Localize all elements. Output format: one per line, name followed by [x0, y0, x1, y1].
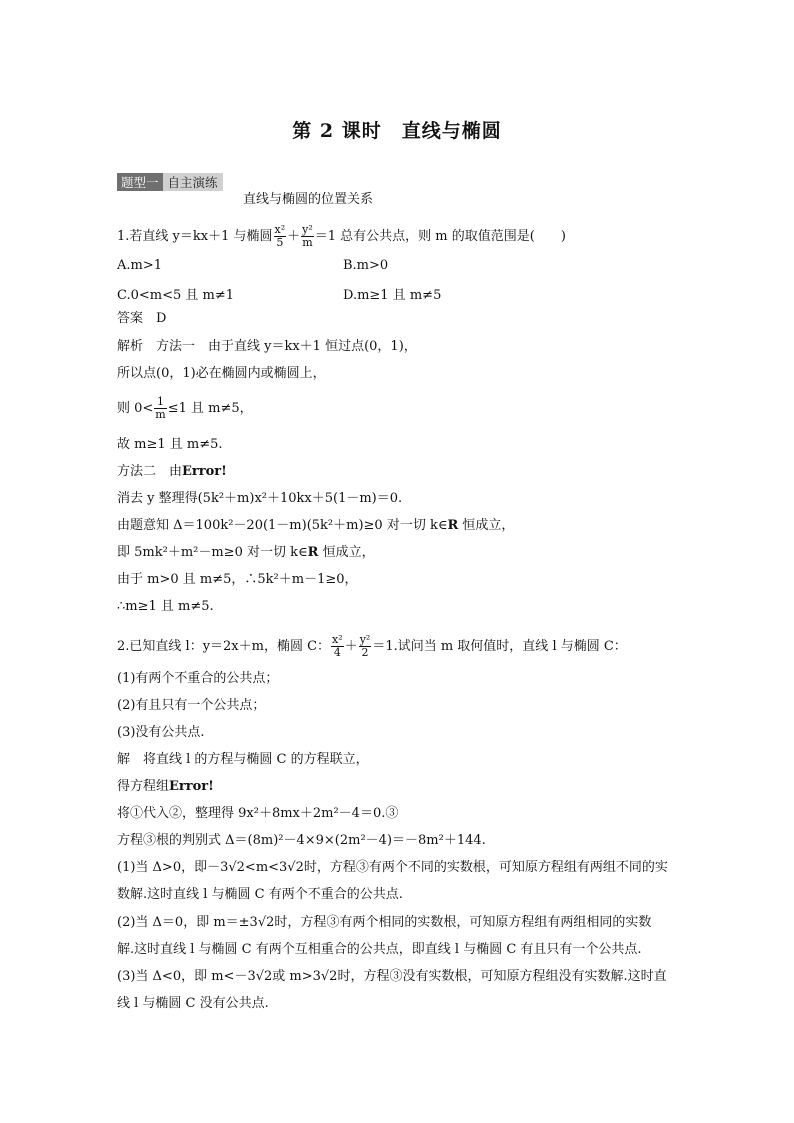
analysis-line: 即 5mk²＋m²－m≥0 对一切 k∈R 恒成立，: [117, 545, 375, 560]
analysis-line: 方法二 由Error!: [117, 464, 227, 479]
fraction: $\frac{1}{m}$: [155, 395, 166, 421]
solution-line: (3)当 Δ<0，即 m<－3√2或 m>3√2时，方程③没有实数根，可知原方程组没有实数解.这时直: [117, 969, 667, 984]
option-a: A.m>1: [117, 258, 163, 273]
solution-line: 方程③根的判别式 Δ＝(8m)²－4×9×(2m²－4)＝－8m²＋144.: [117, 833, 486, 848]
solution-line: 解.这时直线 l 与椭圆 C 有两个互相重合的公共点，即直线 l 与椭圆 C 有且只有一个公共点.: [117, 942, 642, 957]
fraction: $\frac{\text{x²}}{5}$: [274, 223, 286, 249]
question-2-stem: 2.已知直线 l：y＝2x＋m，椭圆 C： $\frac{\text{x²}}{4}$ ＋ $\frac{\text{y²}}{2}$ ＝1.试问当 m 取何值时，直线 l 与椭圆 C：: [117, 633, 627, 659]
solution-line: 得方程组Error!: [117, 779, 214, 794]
page-title: 第 2 课时 直线与椭圆: [292, 120, 502, 142]
analysis-line: 由题意知 Δ＝100k²－20(1－m)(5k²＋m)≥0 对一切 k∈R 恒成立，: [117, 518, 515, 533]
error-text: Error!: [182, 464, 227, 479]
analysis-line: 由于 m>0 且 m≠5，∴5k²＋m－1≥0，: [117, 572, 358, 587]
section-tag-number: 题型一: [117, 173, 163, 191]
analysis-line: 所以点(0，1)必在椭圆内或椭圆上，: [117, 366, 326, 381]
question-2-part: (1)有两个不重合的公共点；: [117, 671, 279, 686]
analysis-line: 则 0< $\frac{1}{m}$ ≤1 且 m≠5，: [117, 395, 253, 421]
solution-line: (2)当 Δ＝0，即 m＝±3√2时，方程③有两个相同的实数根，可知原方程组有两组相同的实数: [117, 915, 652, 930]
fraction: $\frac{\text{x²}}{4}$: [332, 633, 343, 659]
question-2-part: (3)没有公共点.: [117, 725, 205, 740]
analysis-line: 故 m≥1 且 m≠5.: [117, 437, 223, 452]
solution-line: 线 l 与椭圆 C 没有公共点.: [117, 996, 269, 1011]
section-tag-label: 自主演练: [163, 173, 223, 191]
analysis-line: 解析 方法一 由于直线 y＝kx＋1 恒过点(0，1)，: [117, 339, 417, 354]
option-d: D.m≥1 且 m≠5: [343, 288, 442, 303]
analysis-line: 消去 y 整理得(5k²＋m)x²＋10kx＋5(1－m)＝0.: [117, 491, 403, 506]
solution-line: 数解.这时直线 l 与椭圆 C 有两个不重合的公共点.: [117, 887, 403, 902]
section-subheading: 直线与椭圆的位置关系: [243, 192, 374, 207]
analysis-line: ∴m≥1 且 m≠5.: [117, 599, 214, 614]
option-b: B.m>0: [343, 258, 389, 273]
option-c: C.0<m<5 且 m≠1: [117, 288, 235, 303]
fraction: $\frac{\text{y²}}{m}$: [302, 223, 313, 249]
section-tag: [117, 173, 223, 191]
solution-line: (1)当 Δ>0，即－3√2<m<3√2时，方程③有两个不同的实数根，可知原方程组有两组不同的实: [117, 860, 668, 875]
question-2-part: (2)有且只有一个公共点；: [117, 698, 266, 713]
error-text: Error!: [169, 779, 214, 794]
fraction: $\frac{\text{y²}}{2}$: [359, 633, 371, 659]
solution-line: 解 将直线 l 的方程与椭圆 C 的方程联立，: [117, 752, 369, 767]
answer-line: 答案 D: [117, 311, 167, 326]
question-1-stem: 1.若直线 y＝kx＋1 与椭圆 $\frac{\text{x²}}{5}$ ＋ $\frac{\text{y²}}{m}$ ＝1 总有公共点，则 m 的取值范围是( ): [117, 223, 566, 249]
solution-line: 将①代入②，整理得 9x²＋8mx＋2m²－4＝0.③: [117, 806, 399, 821]
